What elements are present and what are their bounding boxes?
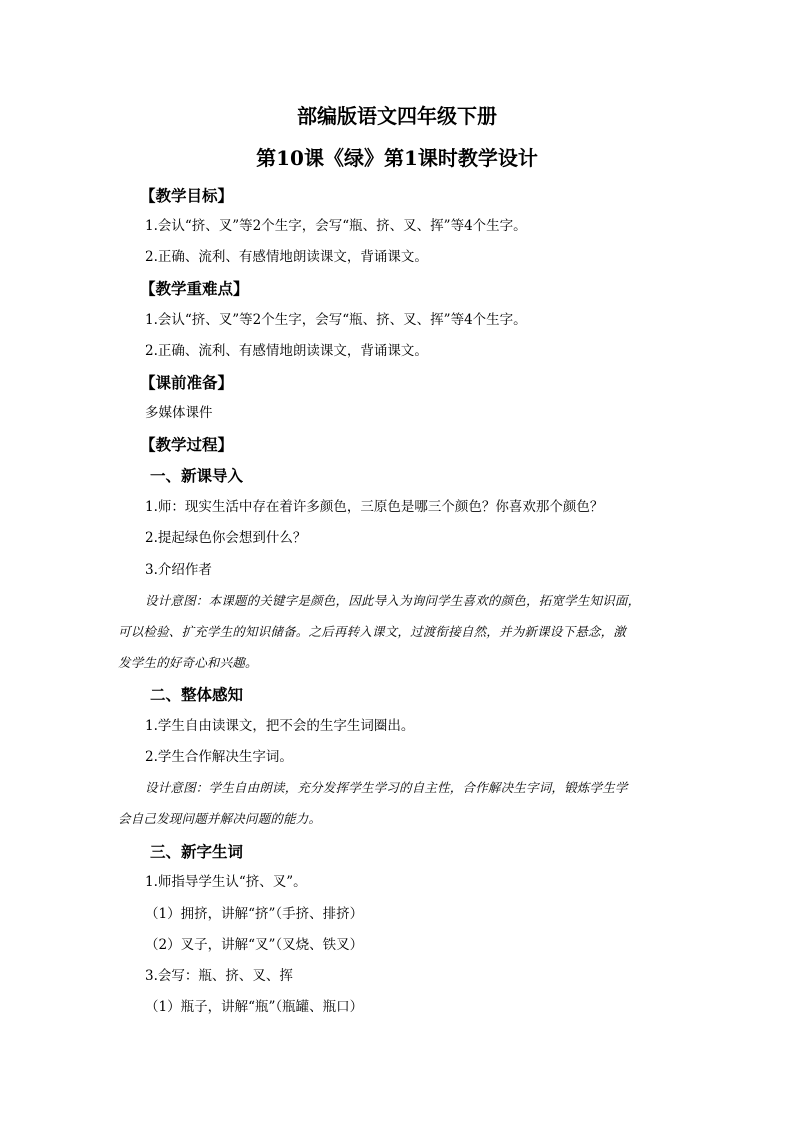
- part2-design-note: 设计意图：学生自由朗读，充分发挥学生学习的自主性，合作解决生字词，锻炼学生学: [145, 780, 628, 795]
- document-title: 部编版语文四年级下册: [297, 104, 497, 128]
- part1-design-note: 发学生的好奇心和兴趣。: [118, 655, 258, 670]
- part1-design-note: 可以检验、扩充学生的知识储备。之后再转入课文，过渡衔接自然，并为新课设下悬念，激: [118, 624, 627, 639]
- key-point-item: 2.正确、流利、有感情地朗读课文，背诵课文。: [145, 343, 428, 359]
- part2-heading: 二、整体感知: [150, 685, 244, 704]
- key-point-item: 1.会认“挤、叉”等2个生字，会写“瓶、挤、叉、挥”等4个生字。: [145, 312, 527, 328]
- part3-item: （1）瓶子，讲解“瓶”（瓶罐、瓶口）: [145, 999, 364, 1015]
- process-heading: 【教学过程】: [140, 435, 234, 454]
- part2-item: 1.学生自由读课文，把不会的生字生词圈出。: [145, 718, 415, 734]
- part3-item: （1）拥挤，讲解“挤”（手挤、排挤）: [145, 906, 364, 922]
- part1-design-note: 设计意图：本课题的关键字是颜色，因此导入为询问学生喜欢的颜色，拓宽学生知识面，: [145, 593, 641, 608]
- objective-item: 2.正确、流利、有感情地朗读课文，背诵课文。: [145, 249, 428, 265]
- part1-heading: 一、新课导入: [150, 466, 244, 485]
- preparation-heading: 【课前准备】: [140, 373, 234, 392]
- part1-item: 3.介绍作者: [145, 562, 212, 578]
- part2-item: 2.学生合作解决生字词。: [145, 749, 293, 765]
- part3-item: 1.师指导学生认“挤、叉”。: [145, 874, 307, 890]
- part3-item: 3.会写：瓶、挤、叉、挥: [145, 968, 293, 984]
- objective-item: 1.会认“挤、叉”等2个生字，会写“瓶、挤、叉、挥”等4个生字。: [145, 218, 527, 234]
- part1-item: 1.师：现实生活中存在着许多颜色，三原色是哪三个颜色？你喜欢那个颜色？: [145, 499, 604, 515]
- part3-heading: 三、新字生词: [150, 842, 244, 861]
- part1-item: 2.提起绿色你会想到什么？: [145, 530, 307, 546]
- objectives-heading: 【教学目标】: [140, 186, 234, 205]
- document-subtitle: 第10课《绿》第1课时教学设计: [256, 146, 538, 170]
- part2-design-note: 会自己发现问题并解决问题的能力。: [118, 811, 322, 826]
- part3-item: （2）叉子，讲解“叉”（叉烧、铁叉）: [145, 937, 364, 953]
- preparation-text: 多媒体课件: [145, 405, 213, 421]
- key-points-heading: 【教学重难点】: [140, 279, 249, 298]
